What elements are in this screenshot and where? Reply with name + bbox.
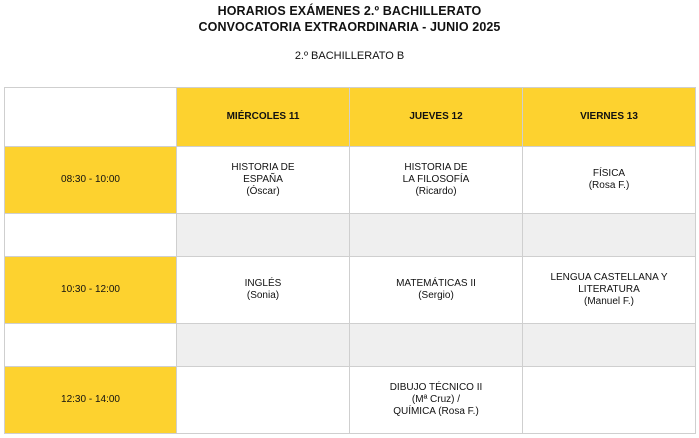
slot-row-3 [5,367,696,434]
exam-subject: INGLÉS [244,278,282,289]
exam-teacher: (Sonia) [246,290,280,301]
exam-cell [177,147,350,214]
exam-subject: QUÍMICA (Rosa F.) [393,406,479,417]
separator-cell [177,324,350,367]
days-header-row [5,88,696,147]
group-subtitle: 2.º BACHILLERATO B [294,50,405,62]
separator-cell [350,324,523,367]
page-header [0,0,699,62]
exam-cell-empty [523,367,696,434]
exam-subject: FÍSICA [592,168,626,179]
time-slot-3: 12:30 - 14:00 [5,367,177,434]
time-slot-1: 08:30 - 10:00 [5,147,177,214]
separator-row-2 [5,324,696,367]
exam-cell [350,257,523,324]
exam-cell [177,257,350,324]
exam-cell [350,367,523,434]
slot-row-1 [5,147,696,214]
exam-subject: DIBUJO TÉCNICO II [389,382,483,393]
separator-cell [5,324,177,367]
exam-teacher: (Rosa F.) [588,180,630,191]
exam-teacher: (Ricardo) [415,186,457,197]
exam-subject: MATEMÁTICAS II [396,278,476,289]
page-title-convocatoria: CONVOCATORIA EXTRAORDINARIA - JUNIO 2025 [198,20,501,34]
separator-cell [523,214,696,257]
exam-subject: HISTORIA DE [231,162,295,173]
separator-row-1 [5,214,696,257]
exam-subject: ESPAÑA [243,174,283,185]
exam-subject: HISTORIA DE [404,162,468,173]
separator-cell [5,214,177,257]
exam-teacher: (Sergio) [418,290,454,301]
day-header-thursday: JUEVES 12 [350,88,523,147]
time-slot-2: 10:30 - 12:00 [5,257,177,324]
exam-cell [350,147,523,214]
separator-cell [523,324,696,367]
day-header-friday: VIERNES 13 [523,88,696,147]
exam-subject: LA FILOSOFÍA [402,174,470,185]
slot-row-2 [5,257,696,324]
page-title: HORARIOS EXÁMENES 2.º BACHILLERATO [217,4,482,18]
exam-schedule-table [4,87,696,434]
separator-cell [350,214,523,257]
exam-teacher: (Manuel F.) [583,296,634,307]
exam-teacher: (Óscar) [246,186,280,197]
exam-cell [523,147,696,214]
separator-cell [177,214,350,257]
exam-cell [523,257,696,324]
corner-cell [5,88,177,147]
exam-subject: LENGUA CASTELLANA Y [550,272,668,283]
day-header-wednesday: MIÉRCOLES 11 [177,88,350,147]
exam-teacher: (Mª Cruz) / [411,394,461,405]
exam-cell-empty [177,367,350,434]
exam-subject: LITERATURA [578,284,640,295]
